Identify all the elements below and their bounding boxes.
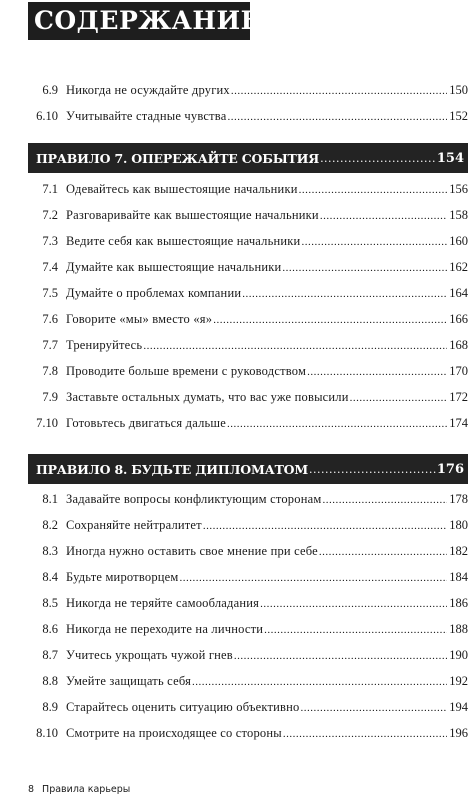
entry-title: Будьте миротворцем	[66, 570, 179, 584]
entry-number: 7.5	[42, 286, 58, 300]
entry-number: 8.10	[36, 726, 58, 740]
dot-leader	[264, 620, 447, 640]
toc-entry[interactable]	[28, 231, 468, 251]
toc-entry[interactable]	[28, 387, 468, 407]
entry-title: Учитесь укрощать чужой гнев	[66, 648, 233, 662]
entry-page: 182	[449, 544, 468, 558]
dot-leader	[242, 284, 447, 304]
entry-number: 8.5	[42, 596, 58, 610]
section-page: 154	[436, 150, 464, 166]
footer-page-number: 8	[28, 784, 35, 795]
entry-title: Думайте как вышестоящие начальники	[66, 260, 282, 274]
toc-entry[interactable]	[28, 205, 468, 225]
toc-entry[interactable]	[28, 515, 468, 535]
entry-title: Думайте о проблемах компании	[66, 286, 242, 300]
toc-entry[interactable]	[28, 413, 468, 433]
entry-page: 180	[449, 518, 468, 532]
dot-leader	[350, 388, 447, 408]
dot-leader	[322, 490, 447, 510]
toc-entry[interactable]	[28, 619, 468, 639]
entry-title: Готовьтесь двигаться дальше	[66, 416, 227, 430]
entry-page: 186	[449, 596, 468, 610]
dot-leader	[282, 258, 447, 278]
toc-entry[interactable]	[28, 335, 468, 355]
entry-number: 7.9	[42, 390, 58, 404]
dot-leader	[307, 362, 447, 382]
toc-entry[interactable]	[28, 106, 468, 126]
entry-page: 196	[449, 726, 468, 740]
entry-title: Иногда нужно оставить свое мнение при себе	[66, 544, 318, 558]
toc-entry[interactable]	[28, 489, 468, 509]
page-title: СОДЕРЖАНИЕ	[28, 2, 250, 40]
dot-leader	[301, 232, 447, 252]
entry-title: Одевайтесь как вышестоящие начальники	[66, 182, 298, 196]
entry-page: 190	[449, 648, 468, 662]
entry-title: Сохраняйте нейтралитет	[66, 518, 202, 532]
dot-leader	[299, 180, 447, 200]
entry-page: 160	[449, 234, 468, 248]
dot-leader	[320, 152, 436, 165]
entry-page: 188	[449, 622, 468, 636]
entry-page: 168	[449, 338, 468, 352]
dot-leader	[283, 724, 447, 744]
entry-number: 8.3	[42, 544, 58, 558]
entry-title: Смотрите на происходящее со стороны	[66, 726, 282, 740]
dot-leader	[231, 81, 447, 101]
toc-entry[interactable]	[28, 283, 468, 303]
dot-leader	[143, 336, 447, 356]
entry-page: 158	[449, 208, 468, 222]
entry-page: 162	[449, 260, 468, 274]
entry-title: Разговаривайте как вышестоящие начальники	[66, 208, 319, 222]
entry-number: 8.6	[42, 622, 58, 636]
dot-leader	[320, 206, 447, 226]
entry-page: 170	[449, 364, 468, 378]
dot-leader	[203, 516, 447, 536]
entry-title: Говорите «мы» вместо «я»	[66, 312, 213, 326]
entry-number: 7.3	[42, 234, 58, 248]
entry-page: 194	[449, 700, 468, 714]
section-heading-rule-8[interactable]	[28, 454, 468, 484]
toc-entry[interactable]	[28, 80, 468, 100]
toc-entry[interactable]	[28, 567, 468, 587]
toc-entry[interactable]	[28, 541, 468, 561]
entry-page: 184	[449, 570, 468, 584]
toc-entry[interactable]	[28, 671, 468, 691]
section-title: ПРАВИЛО 7. ОПЕРЕЖАЙТЕ СОБЫТИЯ	[36, 150, 320, 166]
entry-title: Проводите больше времени с руководством	[66, 364, 307, 378]
entry-number: 8.7	[42, 648, 58, 662]
entry-number: 8.9	[42, 700, 58, 714]
toc-entry[interactable]	[28, 723, 468, 743]
dot-leader	[192, 672, 447, 692]
entry-number: 6.9	[42, 83, 58, 97]
dot-leader	[228, 107, 448, 127]
dot-leader	[213, 310, 447, 330]
dot-leader	[319, 542, 447, 562]
page-footer	[28, 784, 130, 795]
entry-page: 172	[449, 390, 468, 404]
section-heading-rule-7[interactable]	[28, 143, 468, 173]
entry-title: Никогда не переходите на личности	[66, 622, 264, 636]
entry-number: 7.8	[42, 364, 58, 378]
section-page: 176	[436, 461, 464, 477]
entry-number: 8.8	[42, 674, 58, 688]
dot-leader	[260, 594, 447, 614]
dot-leader	[309, 463, 436, 476]
entry-page: 152	[449, 109, 468, 123]
entry-title: Никогда не осуждайте других	[66, 83, 230, 97]
entry-page: 166	[449, 312, 468, 326]
entry-page: 192	[449, 674, 468, 688]
toc-entry[interactable]	[28, 361, 468, 381]
entry-page: 150	[449, 83, 468, 97]
entry-number: 7.4	[42, 260, 58, 274]
entry-page: 174	[449, 416, 468, 430]
entry-number: 7.10	[36, 416, 58, 430]
section-title: ПРАВИЛО 8. БУДЬТЕ ДИПЛОМАТОМ	[36, 461, 309, 477]
entry-number: 7.2	[42, 208, 58, 222]
dot-leader	[180, 568, 447, 588]
entry-number: 8.4	[42, 570, 58, 584]
toc-entry[interactable]	[28, 309, 468, 329]
footer-book-title: Правила карьеры	[42, 784, 131, 795]
entry-page: 156	[449, 182, 468, 196]
entry-title: Заставьте остальных думать, что вас уже повысили	[66, 390, 349, 404]
entry-title: Старайтесь оценить ситуацию объективно	[66, 700, 300, 714]
entry-number: 6.10	[36, 109, 58, 123]
dot-leader	[227, 414, 447, 434]
entry-page: 164	[449, 286, 468, 300]
entry-page: 178	[449, 492, 468, 506]
toc-entry[interactable]	[28, 179, 468, 199]
entry-number: 8.1	[42, 492, 58, 506]
entry-title: Задавайте вопросы конфликтующим сторонам	[66, 492, 322, 506]
entry-number: 8.2	[42, 518, 58, 532]
dot-leader	[234, 646, 447, 666]
entry-title: Умейте защищать себя	[66, 674, 192, 688]
toc-entry[interactable]	[28, 593, 468, 613]
entry-title: Учитывайте стадные чувства	[66, 109, 227, 123]
entry-title: Ведите себя как вышестоящие начальники	[66, 234, 301, 248]
entry-title: Тренируйтесь	[66, 338, 143, 352]
entry-number: 7.6	[42, 312, 58, 326]
dot-leader	[301, 698, 448, 718]
entry-number: 7.1	[42, 182, 58, 196]
entry-number: 7.7	[42, 338, 58, 352]
toc-entry[interactable]	[28, 645, 468, 665]
toc-entry[interactable]	[28, 697, 468, 717]
toc-entry[interactable]	[28, 257, 468, 277]
entry-title: Никогда не теряйте самообладания	[66, 596, 260, 610]
